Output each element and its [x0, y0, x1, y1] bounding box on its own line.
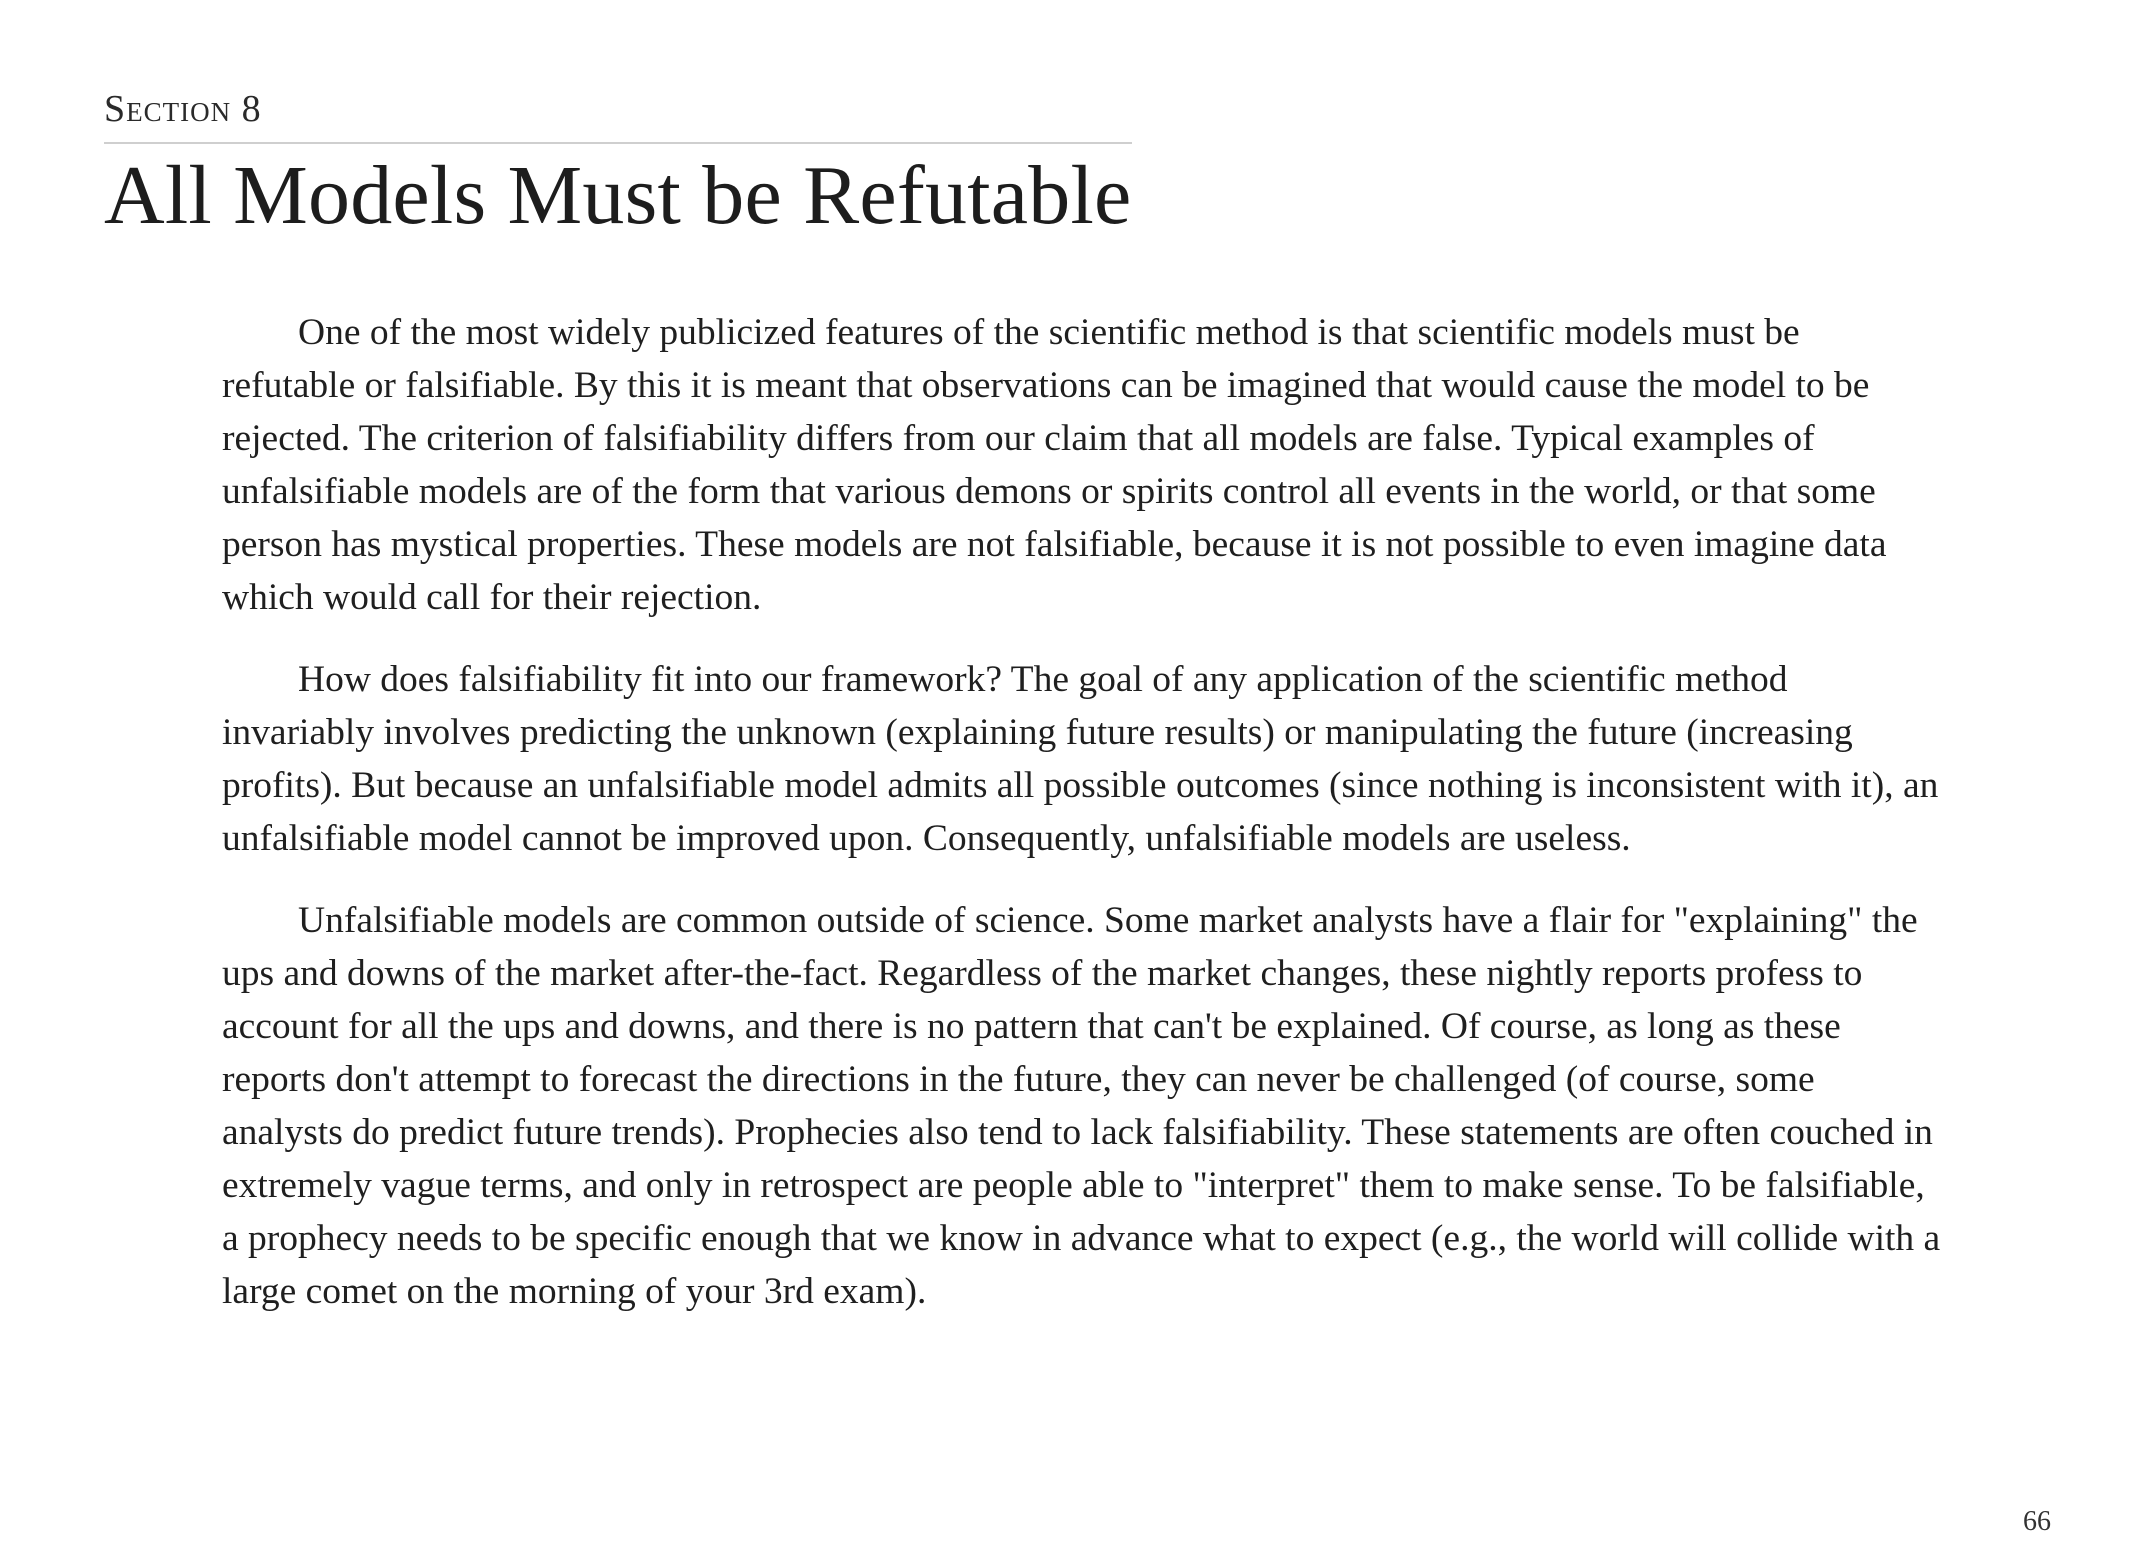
section-header	[104, 86, 1132, 246]
section-label: Section 8	[104, 86, 1132, 144]
body-text	[222, 306, 1942, 1347]
paragraph-1: One of the most widely publicized features of the scientific method is that scientific models must be refutable or falsifiable. By this it is meant that observations can be imagined that would cause the model to be rejected. The criterion of falsifiability differs from our claim that all models are false. Typical examples of unfalsifiable models are of the form that various demons or spirits control all events in the world, or that some person has mystical properties. These models are not falsifiable, because it is not possible to even imagine data which would call for their rejection.	[222, 312, 1887, 618]
section-title: All Models Must be Refutable	[104, 149, 1132, 242]
page-number: 66	[2023, 1506, 2051, 1537]
paragraph-2: How does falsifiability fit into our framework? The goal of any application of the scientific method invariably involves predicting the unknown (explaining future results) or manipulating the future (increasing profits). But because an unfalsifiable model admits all possible outcomes (since nothing is inconsistent with it), an unfalsifiable model cannot be improved upon. Consequently, unfalsifiable models are useless.	[222, 659, 1939, 859]
paragraph-3: Unfalsifiable models are common outside of science. Some market analysts have a flair for "explaining" the ups and downs of the market after-the-fact. Regardless of the market changes, these nightly reports profess to account for all the ups and downs, and there is no pattern that can't be explained. Of course, as long as these reports don't attempt to forecast the directions in the future, they can never be challenged (of course, some analysts do predict future trends). Prophecies also tend to lack falsifiability. These statements are often couched in extremely vague terms, and only in retrospect are people able to "interpret" them to make sense. To be falsifiable, a prophecy needs to be specific enough that we know in advance what to expect (e.g., the world will collide with a large comet on the morning of your 3rd exam).	[222, 900, 1941, 1312]
